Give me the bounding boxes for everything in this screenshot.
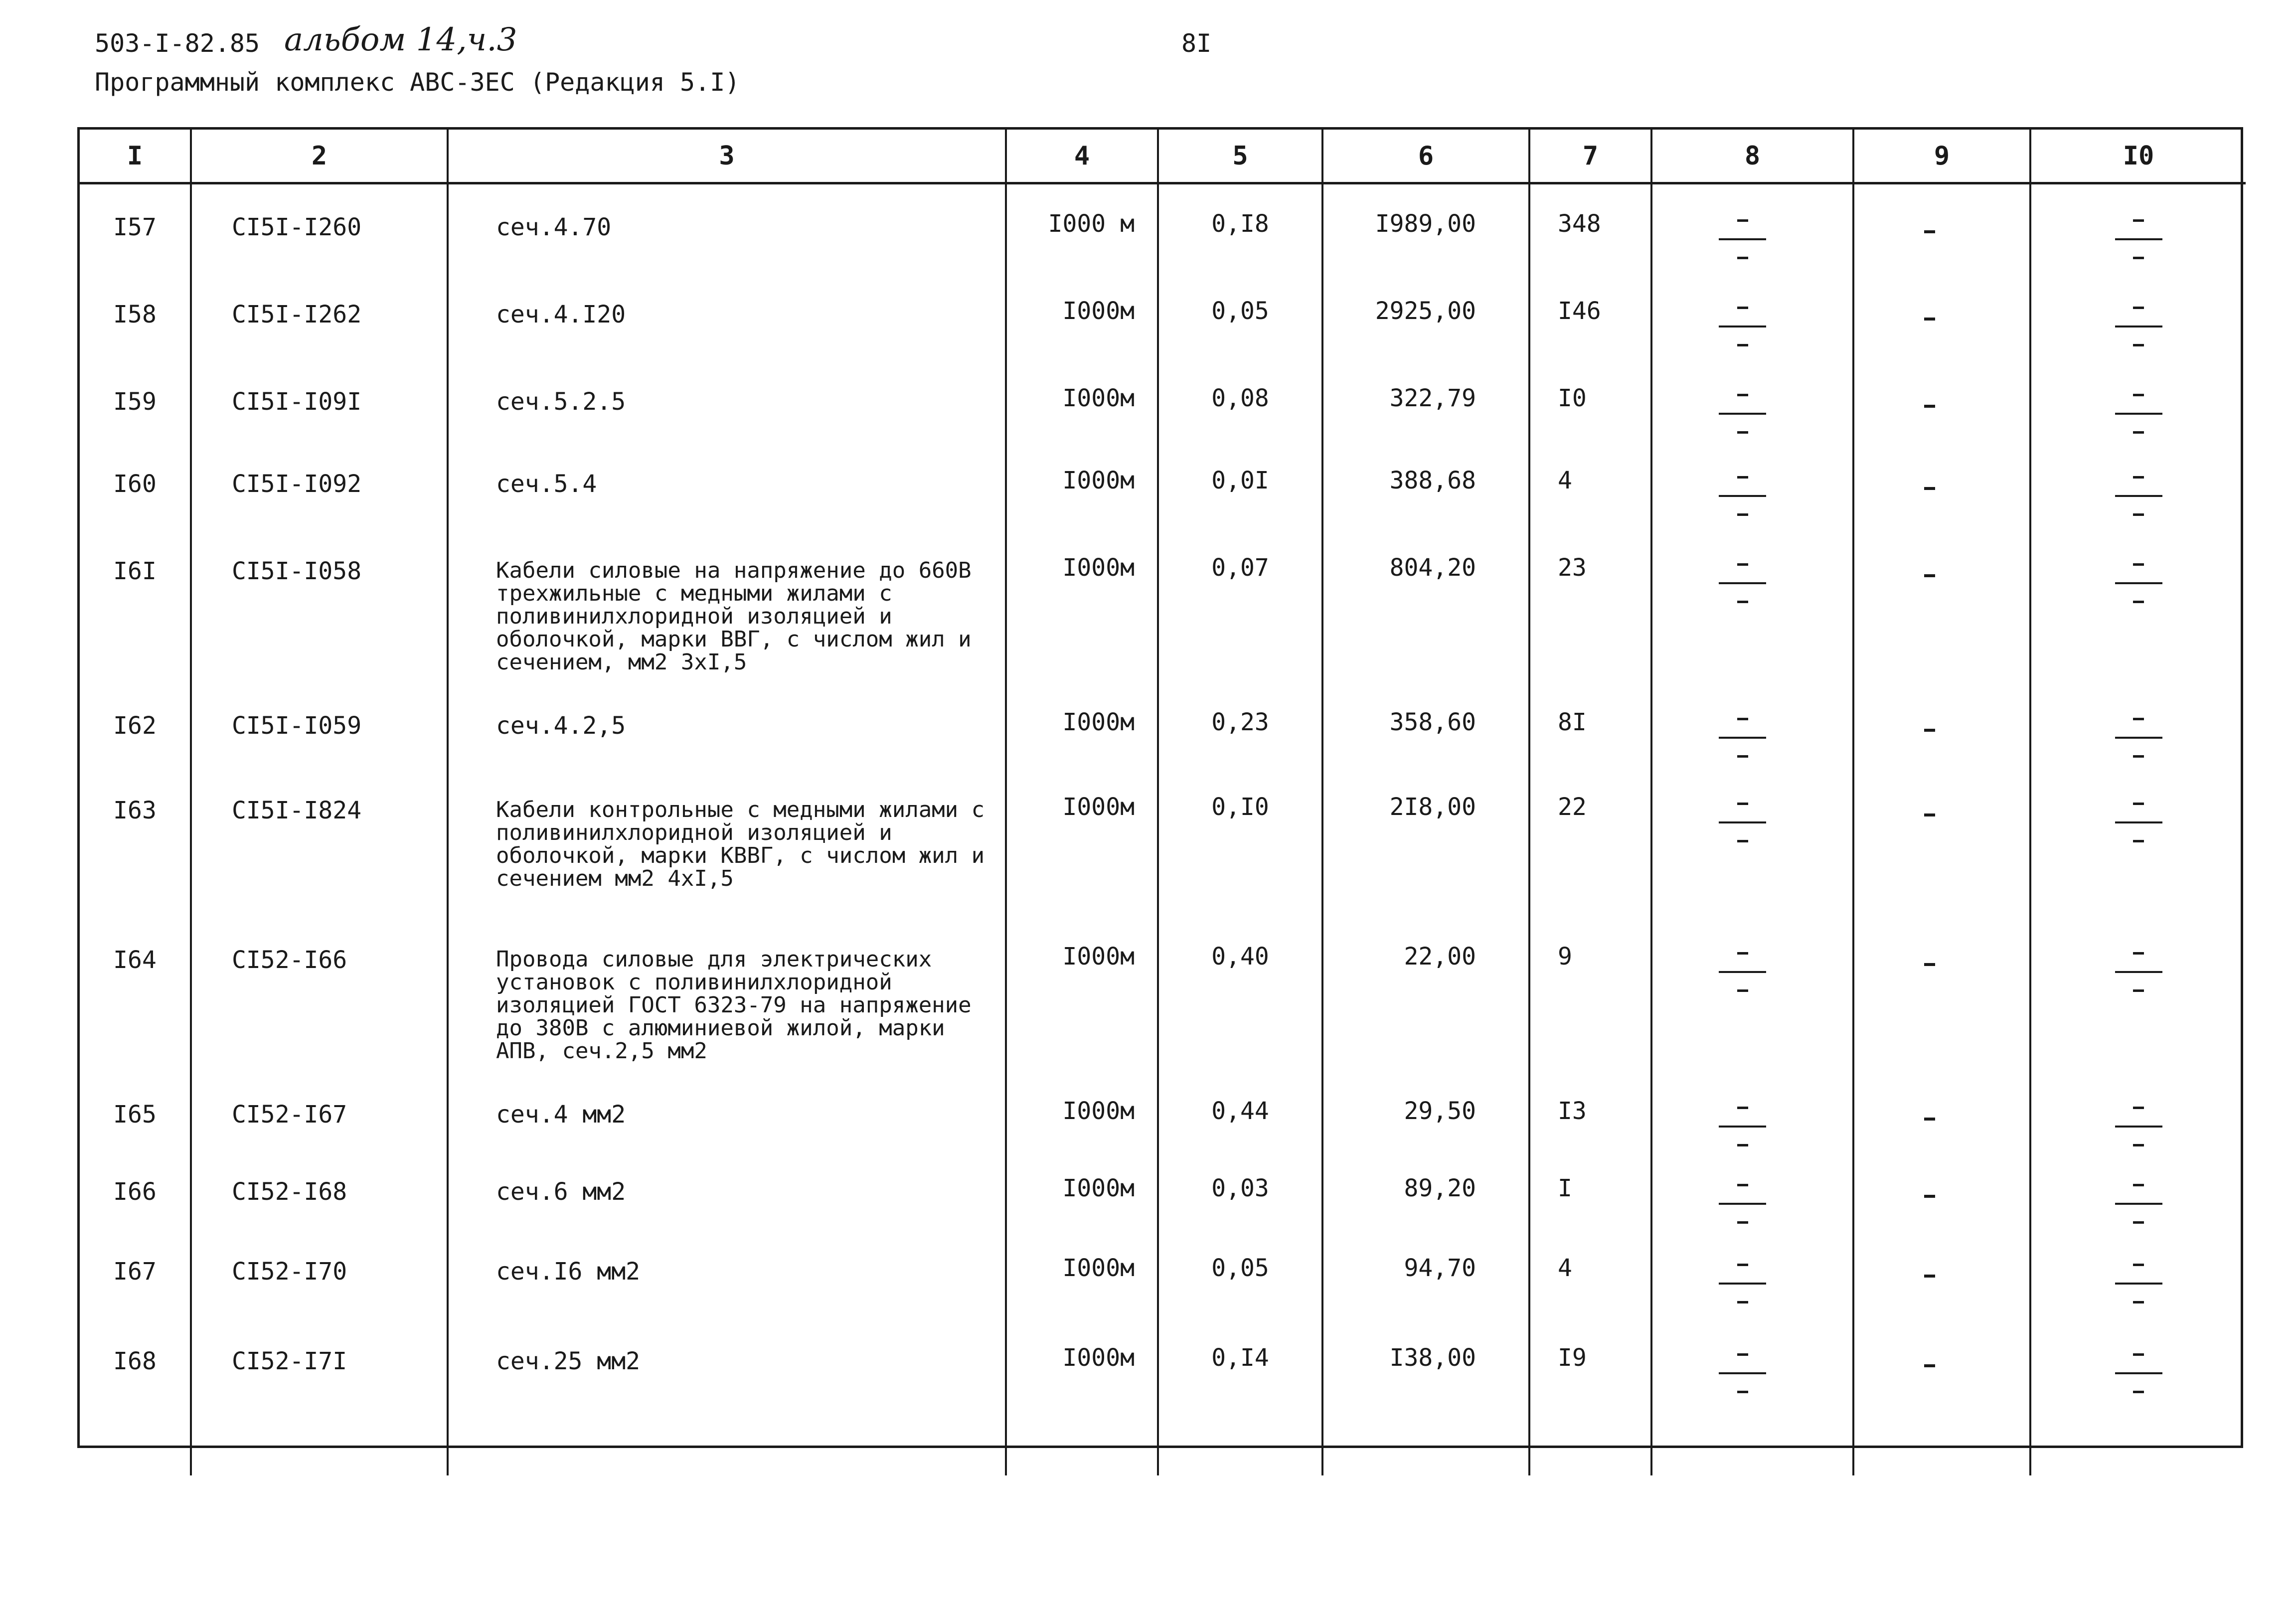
denominator-dash: [2133, 755, 2144, 758]
fraction-line: [2115, 1283, 2162, 1285]
fraction: [2115, 683, 2162, 768]
item-description: Кабели контрольные с медными жилами с поливинилхлоридной изоляцией и оболочкой, марки КВВГ, с числом жил и сечением мм2 4хI,5: [449, 768, 1007, 917]
col9-value: [1854, 441, 2031, 528]
fraction: [2115, 272, 2162, 359]
numerator-dash: [2133, 803, 2144, 805]
col9-value: [1854, 1149, 2031, 1229]
column-header: 7: [1530, 130, 1652, 184]
document-subtitle: Программный комплекс АВС-ЗЕС (Редакция 5.I): [95, 68, 740, 97]
quantity: 0,07: [1159, 528, 1323, 683]
denominator-dash: [1737, 1391, 1748, 1393]
row-number: I66: [80, 1149, 192, 1229]
col8-fraction: [1652, 184, 1854, 272]
fraction-line: [2115, 495, 2162, 497]
total-cost: I3: [1530, 1072, 1652, 1149]
dash-mark: [1924, 963, 1935, 966]
price-code: CI5I-I824: [192, 768, 449, 917]
fraction-line: [1719, 971, 1766, 973]
fraction: [2115, 528, 2162, 683]
fraction: [1719, 1149, 1766, 1229]
unit-price: 358,60: [1323, 683, 1530, 768]
col10-fraction: [2031, 359, 2246, 441]
numerator-dash: [1737, 718, 1748, 720]
denominator-dash: [1737, 257, 1748, 259]
numerator-dash: [2133, 718, 2144, 720]
price-code: CI52-I70: [192, 1229, 449, 1318]
item-description: Кабели силовые на напряжение до 660В трехжильные с медными жилами с поливинилхлоридной изоляцией и оболочкой, марки ВВГ, с числом жил и сечением, мм2 3хI,5: [449, 528, 1007, 683]
col10-fraction: [2031, 1149, 2246, 1229]
column-header: 3: [449, 130, 1007, 184]
numerator-dash: [1737, 563, 1748, 566]
price-code: CI5I-I260: [192, 184, 449, 272]
fraction-line: [1719, 1203, 1766, 1205]
numerator-dash: [2133, 952, 2144, 955]
denominator-dash: [2133, 1144, 2144, 1146]
dash-mark: [1924, 1275, 1935, 1278]
denominator-dash: [2133, 513, 2144, 516]
denominator-dash: [2133, 431, 2144, 434]
unit-price: 94,70: [1323, 1229, 1530, 1318]
col10-fraction: [2031, 917, 2246, 1072]
unit-of-measure: I000м: [1007, 768, 1159, 917]
item-description: сеч.4.I20: [449, 272, 1007, 359]
quantity: 0,03: [1159, 1149, 1323, 1229]
fraction: [2115, 1229, 2162, 1318]
unit-price: 89,20: [1323, 1149, 1530, 1229]
dash-mark: [1924, 1364, 1935, 1367]
col8-fraction: [1652, 1229, 1854, 1318]
denominator-dash: [1737, 840, 1748, 842]
fraction-line: [2115, 325, 2162, 327]
row-number: I6I: [80, 528, 192, 683]
fraction: [1719, 184, 1766, 272]
dash-mark: [1924, 574, 1935, 577]
unit-of-measure: I000м: [1007, 1229, 1159, 1318]
col9-value: [1854, 768, 2031, 917]
denominator-dash: [1737, 513, 1748, 516]
unit-of-measure: I000м: [1007, 272, 1159, 359]
fraction: [1719, 1318, 1766, 1475]
col10-fraction: [2031, 1229, 2246, 1318]
denominator-dash: [1737, 431, 1748, 434]
price-code: CI5I-I058: [192, 528, 449, 683]
col9-value: [1854, 1318, 2031, 1475]
dash-mark: [1924, 230, 1935, 233]
row-number: I68: [80, 1318, 192, 1475]
fraction: [2115, 441, 2162, 528]
fraction: [2115, 1072, 2162, 1149]
col10-fraction: [2031, 1318, 2246, 1475]
denominator-dash: [1737, 1221, 1748, 1224]
row-number: I65: [80, 1072, 192, 1149]
numerator-dash: [2133, 1184, 2144, 1186]
quantity: 0,I0: [1159, 768, 1323, 917]
fraction: [1719, 272, 1766, 359]
item-description: Провода силовые для электрических установок с поливинилхлоридной изоляцией ГОСТ 6323-79 на напряжение до 380В с алюминиевой жилой, марки АПВ, сеч.2,5 мм2: [449, 917, 1007, 1072]
price-code: CI52-I66: [192, 917, 449, 1072]
col10-fraction: [2031, 768, 2246, 917]
price-code: CI5I-I09I: [192, 359, 449, 441]
quantity: 0,40: [1159, 917, 1323, 1072]
price-code: CI52-I7I: [192, 1318, 449, 1475]
denominator-dash: [2133, 601, 2144, 603]
col8-fraction: [1652, 917, 1854, 1072]
price-code: CI5I-I059: [192, 683, 449, 768]
handwritten-album-note: альбом 14,ч.3: [284, 21, 517, 58]
fraction: [1719, 1072, 1766, 1149]
col8-fraction: [1652, 768, 1854, 917]
numerator-dash: [2133, 219, 2144, 222]
numerator-dash: [1737, 1184, 1748, 1186]
numerator-dash: [2133, 307, 2144, 309]
fraction-line: [2115, 737, 2162, 739]
numerator-dash: [1737, 219, 1748, 222]
quantity: 0,05: [1159, 272, 1323, 359]
fraction-line: [1719, 238, 1766, 240]
unit-of-measure: I000м: [1007, 1318, 1159, 1475]
col10-fraction: [2031, 441, 2246, 528]
denominator-dash: [1737, 1144, 1748, 1146]
fraction: [2115, 1318, 2162, 1475]
col9-value: [1854, 683, 2031, 768]
denominator-dash: [2133, 257, 2144, 259]
item-description: сеч.5.2.5: [449, 359, 1007, 441]
numerator-dash: [1737, 952, 1748, 955]
unit-price: 388,68: [1323, 441, 1530, 528]
fraction: [1719, 359, 1766, 441]
row-number: I67: [80, 1229, 192, 1318]
unit-of-measure: I000м: [1007, 917, 1159, 1072]
numerator-dash: [1737, 307, 1748, 309]
denominator-dash: [2133, 840, 2144, 842]
col10-fraction: [2031, 1072, 2246, 1149]
quantity: 0,I8: [1159, 184, 1323, 272]
fraction: [1719, 441, 1766, 528]
fraction-line: [1719, 582, 1766, 584]
fraction-line: [2115, 1372, 2162, 1374]
row-number: I64: [80, 917, 192, 1072]
fraction-line: [2115, 582, 2162, 584]
item-description: сеч.4.70: [449, 184, 1007, 272]
total-cost: I0: [1530, 359, 1652, 441]
numerator-dash: [2133, 394, 2144, 396]
dash-mark: [1924, 813, 1935, 816]
item-description: сеч.4 мм2: [449, 1072, 1007, 1149]
denominator-dash: [2133, 989, 2144, 992]
item-description: сеч.4.2,5: [449, 683, 1007, 768]
item-description: сеч.5.4: [449, 441, 1007, 528]
unit-of-measure: I000 м: [1007, 184, 1159, 272]
unit-of-measure: I000м: [1007, 1072, 1159, 1149]
price-code: CI5I-I262: [192, 272, 449, 359]
numerator-dash: [1737, 803, 1748, 805]
col9-value: [1854, 272, 2031, 359]
column-header: I0: [2031, 130, 2246, 184]
unit-of-measure: I000м: [1007, 1149, 1159, 1229]
unit-price: 22,00: [1323, 917, 1530, 1072]
fraction-line: [2115, 238, 2162, 240]
fraction-line: [1719, 413, 1766, 415]
denominator-dash: [1737, 601, 1748, 603]
col9-value: [1854, 184, 2031, 272]
col8-fraction: [1652, 441, 1854, 528]
numerator-dash: [1737, 1353, 1748, 1356]
dash-mark: [1924, 318, 1935, 321]
unit-price: 2I8,00: [1323, 768, 1530, 917]
denominator-dash: [1737, 989, 1748, 992]
column-header: 8: [1652, 130, 1854, 184]
col10-fraction: [2031, 683, 2246, 768]
numerator-dash: [1737, 476, 1748, 479]
fraction-line: [2115, 971, 2162, 973]
column-header: I: [80, 130, 192, 184]
col9-value: [1854, 359, 2031, 441]
total-cost: 8I: [1530, 683, 1652, 768]
row-number: I59: [80, 359, 192, 441]
page-number: 8I: [1181, 29, 1212, 58]
quantity: 0,05: [1159, 1229, 1323, 1318]
quantity: 0,08: [1159, 359, 1323, 441]
total-cost: 9: [1530, 917, 1652, 1072]
fraction-line: [1719, 325, 1766, 327]
row-number: I57: [80, 184, 192, 272]
fraction: [1719, 768, 1766, 917]
price-code: CI52-I68: [192, 1149, 449, 1229]
total-cost: I46: [1530, 272, 1652, 359]
col9-value: [1854, 1072, 2031, 1149]
denominator-dash: [2133, 344, 2144, 346]
quantity: 0,23: [1159, 683, 1323, 768]
fraction: [1719, 917, 1766, 1072]
fraction: [2115, 359, 2162, 441]
dash-mark: [1924, 487, 1935, 490]
quantity: 0,I4: [1159, 1318, 1323, 1475]
total-cost: 4: [1530, 441, 1652, 528]
fraction-line: [1719, 821, 1766, 823]
col8-fraction: [1652, 359, 1854, 441]
denominator-dash: [2133, 1391, 2144, 1393]
total-cost: 348: [1530, 184, 1652, 272]
row-number: I58: [80, 272, 192, 359]
fraction-line: [2115, 821, 2162, 823]
unit-price: 2925,00: [1323, 272, 1530, 359]
item-description: сеч.25 мм2: [449, 1318, 1007, 1475]
document-code: 503-I-82.85: [95, 29, 260, 58]
numerator-dash: [2133, 1264, 2144, 1266]
numerator-dash: [1737, 1107, 1748, 1109]
fraction: [1719, 528, 1766, 683]
denominator-dash: [1737, 755, 1748, 758]
numerator-dash: [1737, 1264, 1748, 1266]
col8-fraction: [1652, 683, 1854, 768]
unit-of-measure: I000м: [1007, 441, 1159, 528]
price-code: CI5I-I092: [192, 441, 449, 528]
fraction-line: [2115, 1126, 2162, 1128]
column-header: 5: [1159, 130, 1323, 184]
total-cost: 22: [1530, 768, 1652, 917]
fraction-line: [1719, 1126, 1766, 1128]
col8-fraction: [1652, 272, 1854, 359]
unit-price: 322,79: [1323, 359, 1530, 441]
col10-fraction: [2031, 272, 2246, 359]
unit-of-measure: I000м: [1007, 359, 1159, 441]
numerator-dash: [2133, 1353, 2144, 1356]
estimate-table: [77, 127, 2243, 1448]
column-header: 2: [192, 130, 449, 184]
quantity: 0,0I: [1159, 441, 1323, 528]
fraction-line: [2115, 1203, 2162, 1205]
total-cost: I9: [1530, 1318, 1652, 1475]
dash-mark: [1924, 1195, 1935, 1198]
row-number: I60: [80, 441, 192, 528]
fraction: [2115, 184, 2162, 272]
column-header: 4: [1007, 130, 1159, 184]
col10-fraction: [2031, 184, 2246, 272]
col9-value: [1854, 917, 2031, 1072]
quantity: 0,44: [1159, 1072, 1323, 1149]
denominator-dash: [2133, 1301, 2144, 1303]
col8-fraction: [1652, 1072, 1854, 1149]
item-description: сеч.6 мм2: [449, 1149, 1007, 1229]
dash-mark: [1924, 1118, 1935, 1121]
fraction-line: [1719, 1372, 1766, 1374]
item-description: сеч.I6 мм2: [449, 1229, 1007, 1318]
dash-mark: [1924, 729, 1935, 732]
total-cost: 23: [1530, 528, 1652, 683]
fraction-line: [1719, 495, 1766, 497]
numerator-dash: [2133, 1107, 2144, 1109]
col9-value: [1854, 1229, 2031, 1318]
column-header: 9: [1854, 130, 2031, 184]
numerator-dash: [2133, 476, 2144, 479]
denominator-dash: [1737, 1301, 1748, 1303]
column-header: 6: [1323, 130, 1530, 184]
numerator-dash: [1737, 394, 1748, 396]
fraction: [2115, 917, 2162, 1072]
unit-price: 804,20: [1323, 528, 1530, 683]
total-cost: I: [1530, 1149, 1652, 1229]
fraction: [1719, 683, 1766, 768]
price-code: CI52-I67: [192, 1072, 449, 1149]
col8-fraction: [1652, 528, 1854, 683]
fraction-line: [1719, 737, 1766, 739]
fraction: [2115, 768, 2162, 917]
col8-fraction: [1652, 1318, 1854, 1475]
total-cost: 4: [1530, 1229, 1652, 1318]
row-number: I63: [80, 768, 192, 917]
fraction-line: [2115, 413, 2162, 415]
unit-price: 29,50: [1323, 1072, 1530, 1149]
denominator-dash: [2133, 1221, 2144, 1224]
unit-price: I989,00: [1323, 184, 1530, 272]
row-number: I62: [80, 683, 192, 768]
numerator-dash: [2133, 563, 2144, 566]
col8-fraction: [1652, 1149, 1854, 1229]
fraction: [1719, 1229, 1766, 1318]
col9-value: [1854, 528, 2031, 683]
fraction: [2115, 1149, 2162, 1229]
unit-of-measure: I000м: [1007, 528, 1159, 683]
dash-mark: [1924, 405, 1935, 408]
denominator-dash: [1737, 344, 1748, 346]
fraction-line: [1719, 1283, 1766, 1285]
col10-fraction: [2031, 528, 2246, 683]
unit-price: I38,00: [1323, 1318, 1530, 1475]
unit-of-measure: I000м: [1007, 683, 1159, 768]
